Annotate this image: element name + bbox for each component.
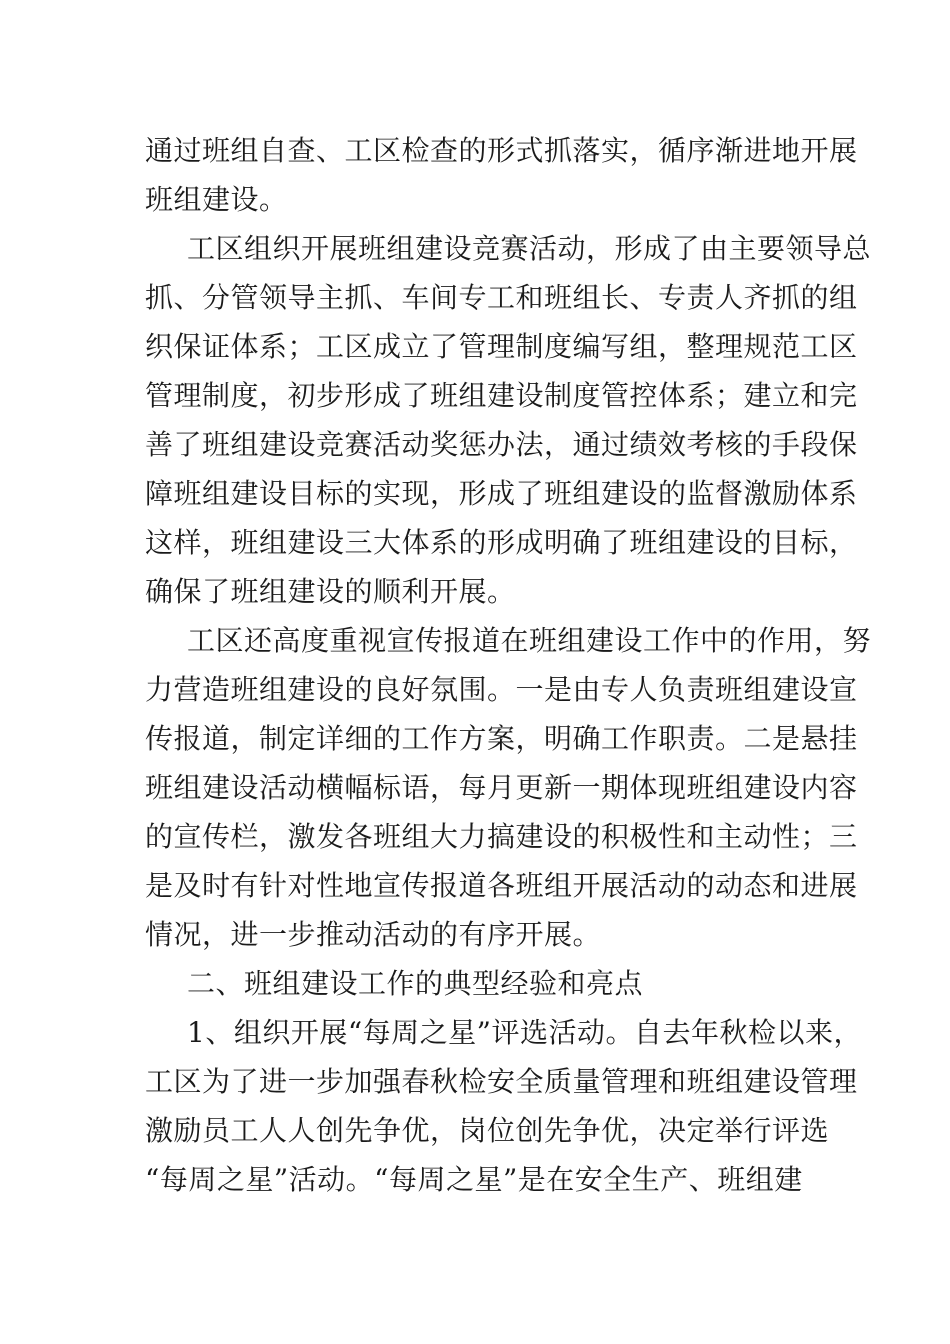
text-line: 班组建设活动横幅标语，每月更新一期体现班组建设内容 [145, 771, 858, 804]
text-line: 情况，进一步推动活动的有序开展。 [145, 918, 602, 951]
text-line: 的宣传栏，激发各班组大力搞建设的积极性和主动性；三 [145, 820, 858, 853]
text-line: 善了班组建设竞赛活动奖惩办法，通过绩效考核的手段保 [145, 428, 858, 461]
text-line: 抓、分管领导主抓、车间专工和班组长、专责人齐抓的组 [145, 281, 858, 314]
text-line: 力营造班组建设的良好氛围。一是由专人负责班组建设宣 [145, 673, 858, 706]
text-line: 传报道，制定详细的工作方案，明确工作职责。二是悬挂 [145, 722, 858, 755]
text-line: 管理制度，初步形成了班组建设制度管控体系；建立和完 [145, 379, 858, 412]
text-line: 1、组织开展“每周之星”评选活动。自去年秋检以来， [187, 1016, 862, 1049]
text-line: 激励员工人人创先争优，岗位创先争优，决定举行评选 [145, 1114, 830, 1147]
text-line: 是及时有针对性地宣传报道各班组开展活动的动态和进展 [145, 869, 858, 902]
document-body [145, 126, 872, 1204]
text-line: 工区还高度重视宣传报道在班组建设工作中的作用，努 [187, 624, 872, 657]
text-line: “每周之星”活动。“每周之星”是在安全生产、班组建 [145, 1163, 803, 1196]
text-line: 通过班组自查、工区检查的形式抓落实，循序渐进地开展 [145, 134, 858, 167]
text-line: 工区组织开展班组建设竞赛活动，形成了由主要领导总 [187, 232, 872, 265]
text-line: 这样，班组建设三大体系的形成明确了班组建设的目标， [145, 526, 858, 559]
text-line: 织保证体系；工区成立了管理制度编写组，整理规范工区 [145, 330, 858, 363]
text-line: 确保了班组建设的顺利开展。 [145, 575, 516, 608]
text-line: 二、班组建设工作的典型经验和亮点 [187, 967, 644, 1000]
text-line: 障班组建设目标的实现，形成了班组建设的监督激励体系 [145, 477, 858, 510]
text-line: 工区为了进一步加强春秋检安全质量管理和班组建设管理 [145, 1065, 858, 1098]
text-line: 班组建设。 [145, 183, 288, 216]
